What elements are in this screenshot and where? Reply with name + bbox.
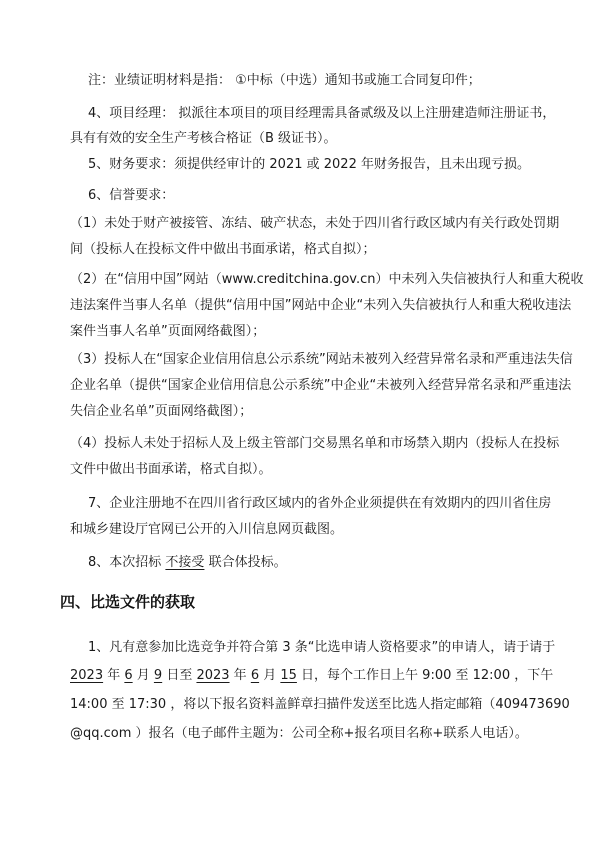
credit-3-line1: （3）投标人在“国家企业信用信息公示系统”网站未被列入经营异常名录和严重违法失信 [70,352,573,367]
start-day: 9 [153,668,163,683]
item-4-continued: 具有有效的安全生产考核合格证（B 级证书）。 [70,131,337,146]
start-month: 6 [124,668,133,683]
credit-2-line1: （2）在“信用中国”网站（www.creditchina.gov.cn）中未列入失信被执行人和重大税收 [70,272,584,287]
item-4-project-manager: 4、项目经理： 拟派往本项目的项目经理需具备贰级及以上注册建造师注册证书， [88,106,556,121]
item-7-line2: 和城乡建设厅官网已公开的入川信息网页截图。 [70,522,344,537]
end-year: 2023 [196,668,230,683]
not-accept-underlined: 不接受 [165,555,205,570]
acquisition-1-line1: 1、凡有意参加比选竞争并符合第 3 条“比选申请人资格要求”的申请人，请于请于 [88,640,556,655]
credit-3-line3: 失信企业名单”页面网络截图）； [70,404,253,419]
credit-2-line3: 案件当事人名单”页面网络截图）； [70,324,266,339]
credit-2-line2: 违法案件当事人名单（提供“信用中国”网站中企业“未列入失信被执行人和重大税收违法 [70,298,572,313]
acquisition-1-line3: 14:00 至 17:30 ，将以下报名资料盖鲜章扫描件发送至比选人指定邮箱（409473690 [70,697,570,712]
section-heading-document-acquisition: 四、比选文件的获取 [60,593,196,611]
end-day: 15 [280,668,297,683]
start-year: 2023 [70,668,104,683]
item-6-credit-heading: 6、信誉要求： [88,188,175,203]
credit-3-line2: 企业名单（提供“国家企业信用信息公示系统”中企业“未被列入经营异常名录和严重违法 [70,378,572,393]
item-8-consortium [88,549,558,576]
note-performance-materials: 注：业绩证明材料是指： ①中标（中选）通知书或施工合同复印件； [88,73,481,88]
credit-1-line2: 间（投标人在投标文件中做出书面承诺，格式自拟）； [70,242,376,257]
credit-1-line1: （1）未处于财产被接管、冻结、破产状态，未处于四川省行政区域内有关行政处罚期 [70,216,560,231]
acquisition-1-dates: 2023 年 6 月 9 日至 2023 年 6 月 15 日，每个工作日上午 9:00 至 12:00 ，下午 [70,668,554,683]
credit-4-line1: （4）投标人未处于招标人及上级主管部门交易黑名单和市场禁入期内（投标人在投标 [70,436,560,451]
item-8-suffix: 联合体投标。 [208,555,287,570]
end-month: 6 [250,668,260,683]
item-5-financial: 5、财务要求：须提供经审计的 2021 或 2022 年财务报告，且未出现亏损。 [88,157,530,172]
acquisition-1-line4: @qq.com ）报名（电子邮件主题为：公司全称+报名项目名称+联系人电话）。 [70,726,528,741]
item-7-line1: 7、企业注册地不在四川省行政区域内的省外企业须提供在有效期内的四川省住房 [88,496,552,511]
item-8-prefix: 8、本次招标 [88,555,162,570]
credit-4-line2: 文件中做出书面承诺，格式自拟）。 [70,462,272,477]
